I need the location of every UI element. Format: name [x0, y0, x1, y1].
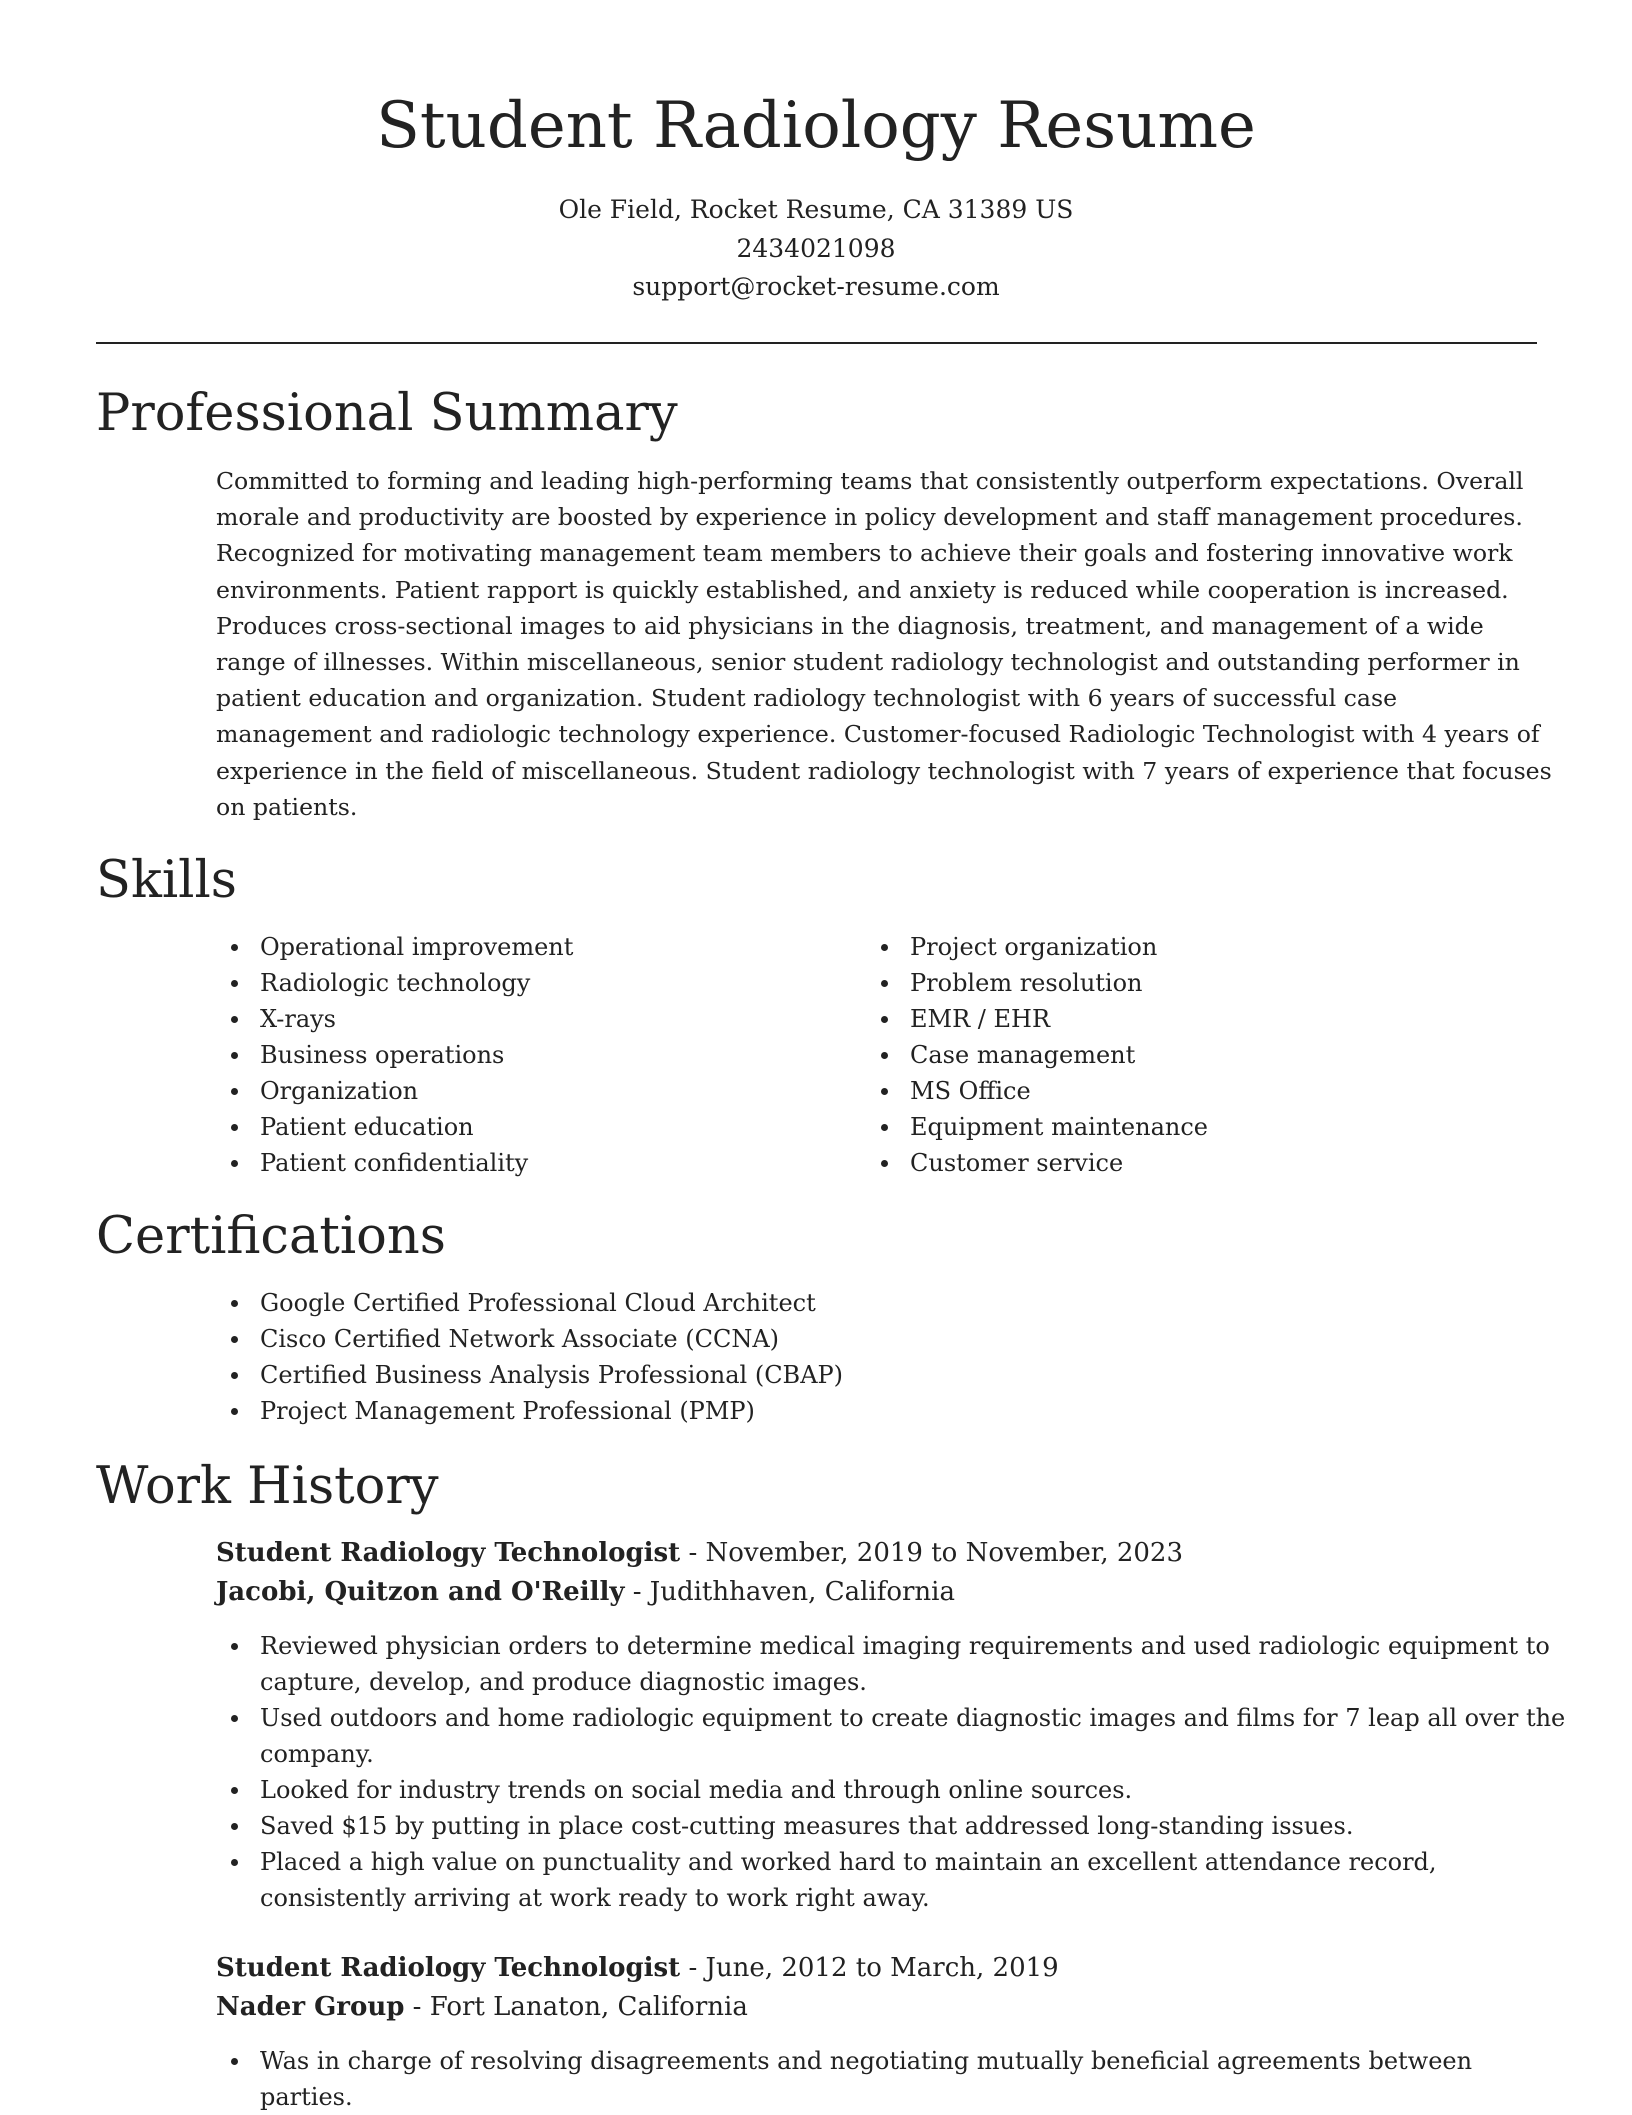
job-duty-line: parties.	[260, 2083, 353, 2111]
job-duty-line: consistently arriving at work ready to work right away.	[260, 1884, 930, 1912]
skill-item: MS Office	[866, 1073, 1208, 1109]
job-location: - Fort Lanaton, California	[404, 1992, 748, 2022]
job-title-line	[216, 1949, 1059, 1988]
job-company: Jacobi, Quitzon and O'Reilly	[216, 1577, 625, 1607]
skill-item: Organization	[216, 1073, 573, 1109]
job-title: Student Radiology Technologist	[216, 1953, 681, 1983]
skill-item: Patient confidentiality	[216, 1145, 573, 1181]
job-duty-line: Looked for industry trends on social media and through online sources.	[260, 1776, 1133, 1804]
summary-line: Committed to forming and leading high-performing teams that consistently outperform expectations. Overall	[216, 467, 1524, 495]
certifications-heading: Certifications	[96, 1207, 446, 1266]
skill-item: Operational improvement	[216, 929, 573, 965]
contact-email: support@rocket-resume.com	[632, 272, 1000, 301]
skills-list-right	[866, 929, 1208, 1181]
summary-line: experience in the field of miscellaneous. Student radiology technologist with 7 years of experience that focuses	[216, 756, 1552, 785]
skills-list-left	[216, 929, 573, 1181]
contact-phone: 2434021098	[736, 234, 896, 263]
certification-item: Certified Business Analysis Professional (CBAP)	[216, 1357, 843, 1393]
contact-address: Ole Field, Rocket Resume, CA 31389 US	[558, 195, 1074, 224]
job-duty-item	[216, 1844, 1565, 1916]
certification-item: Cisco Certified Network Associate (CCNA)	[216, 1321, 843, 1357]
summary-line: range of illnesses. Within miscellaneous, senior student radiology technologist and outstanding performer in	[216, 648, 1520, 677]
certifications-list	[216, 1285, 843, 1429]
skill-item: Customer service	[866, 1145, 1208, 1181]
job-company: Nader Group	[216, 1992, 405, 2022]
job-location: - Judithhaven, California	[624, 1577, 955, 1607]
summary-text	[216, 463, 1552, 825]
job-duty-line: capture, develop, and produce diagnostic images.	[260, 1668, 867, 1696]
resume-title: Student Radiology Resume	[376, 89, 1256, 163]
skill-item: Equipment maintenance	[866, 1109, 1208, 1145]
job-duty-line: Placed a high value on punctuality and worked hard to maintain an excellent attendance record,	[260, 1848, 1437, 1876]
skill-item: Project organization	[866, 929, 1208, 965]
job-company-line	[216, 1573, 955, 1612]
skill-item: Business operations	[216, 1037, 573, 1073]
job-title-line	[216, 1534, 1183, 1573]
job-duties-list	[216, 1628, 1565, 1916]
certification-item: Project Management Professional (PMP)	[216, 1393, 843, 1429]
job-title: Student Radiology Technologist	[216, 1538, 681, 1568]
job-duty-line: Saved $15 by putting in place cost-cutting measures that addressed long-standing issues.	[260, 1812, 1354, 1840]
job-duty-item	[216, 1772, 1565, 1808]
job-dates: - June, 2012 to March, 2019	[680, 1953, 1059, 1983]
job-duty-line: Used outdoors and home radiologic equipment to create diagnostic images and films for 7 leap all over the	[260, 1704, 1566, 1732]
summary-line: environments. Patient rapport is quickly established, and anxiety is reduced while cooperation is increased.	[216, 575, 1509, 604]
summary-line: on patients.	[216, 792, 358, 821]
skill-item: Problem resolution	[866, 965, 1208, 1001]
skill-item: X-rays	[216, 1001, 573, 1037]
job-company-line	[216, 1988, 748, 2027]
summary-line: morale and productivity are boosted by experience in policy development and staff management procedures.	[216, 503, 1523, 532]
job-duties-list	[216, 2043, 1472, 2115]
job-duty-item	[216, 1808, 1565, 1844]
job-duty-line: Was in charge of resolving disagreements and negotiating mutually beneficial agreements between	[260, 2047, 1473, 2075]
job-duty-line: company.	[260, 1740, 374, 1768]
summary-line: management and radiologic technology experience. Customer-focused Radiologic Technologist with 4 years of	[216, 720, 1540, 749]
skill-item: Case management	[866, 1037, 1208, 1073]
job-duty-item	[216, 1628, 1565, 1700]
certification-item: Google Certified Professional Cloud Architect	[216, 1285, 843, 1321]
summary-line: patient education and organization. Student radiology technologist with 6 years of successful case	[216, 684, 1398, 713]
skill-item: Radiologic technology	[216, 965, 573, 1001]
job-duty-item	[216, 2043, 1472, 2115]
summary-heading: Professional Summary	[96, 384, 678, 443]
header-divider	[96, 342, 1537, 344]
work-history-heading: Work History	[96, 1457, 439, 1516]
job-dates: - November, 2019 to November, 2023	[680, 1538, 1184, 1568]
job-duty-line: Reviewed physician orders to determine medical imaging requirements and used radiologic equipment to	[260, 1632, 1550, 1660]
skills-heading: Skills	[96, 851, 237, 910]
skill-item: Patient education	[216, 1109, 573, 1145]
summary-line: Produces cross-sectional images to aid physicians in the diagnosis, treatment, and management of a wide	[216, 611, 1484, 640]
skill-item: EMR / EHR	[866, 1001, 1208, 1037]
summary-line: Recognized for motivating management team members to achieve their goals and fostering innovative work	[216, 539, 1513, 568]
job-duty-item	[216, 1700, 1565, 1772]
